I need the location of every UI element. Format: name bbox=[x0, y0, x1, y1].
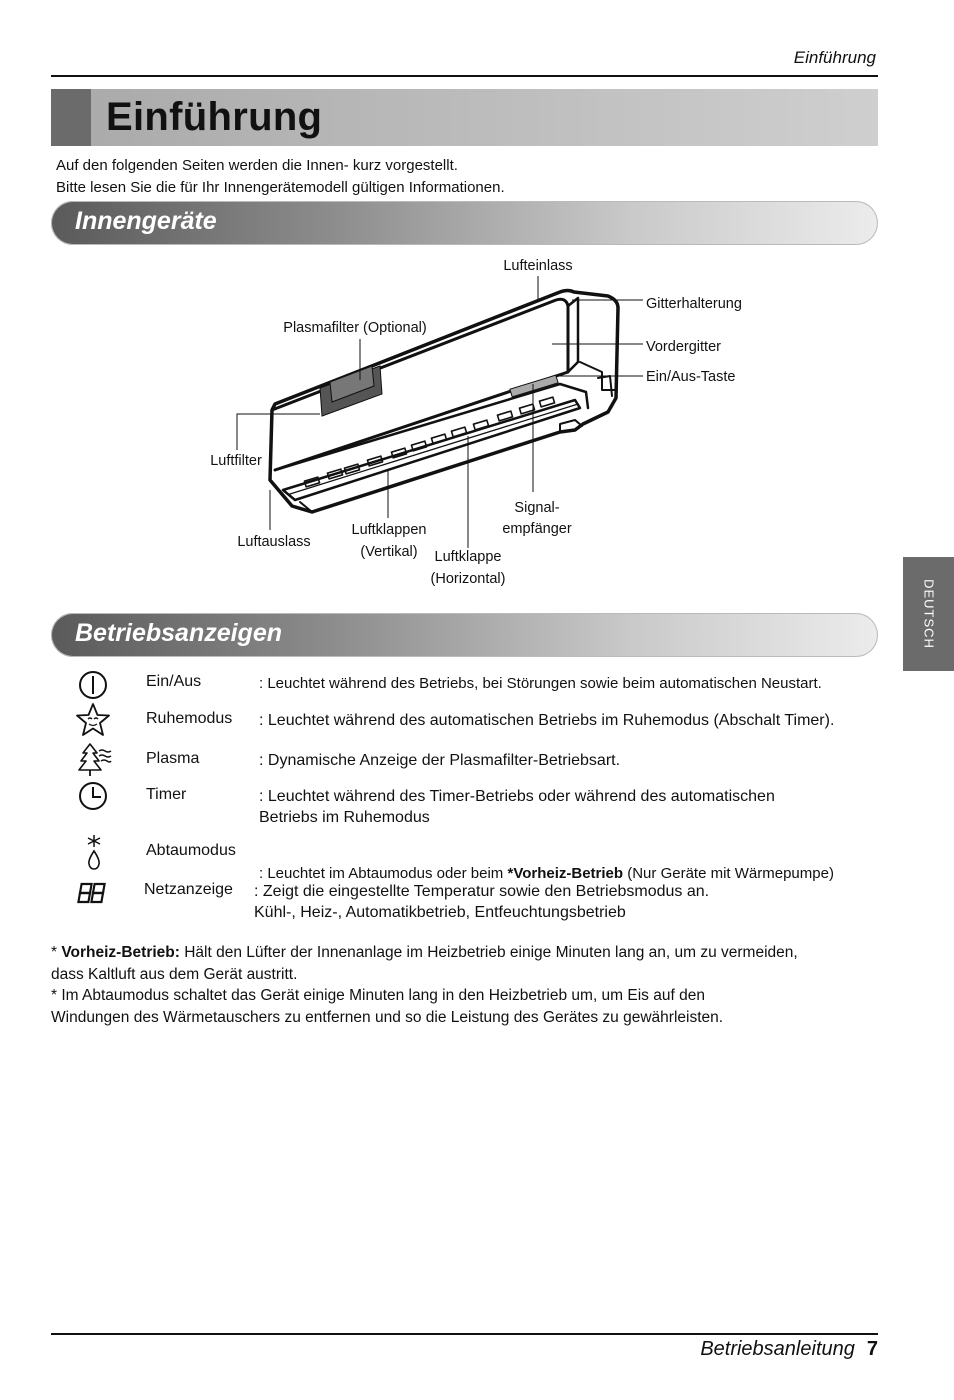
label-vertical-louvers-1: Luftklappen bbox=[351, 522, 427, 538]
indicator-desc: : Dynamische Anzeige der Plasmafilter-Betriebsart. bbox=[259, 752, 621, 769]
indicator-desc-bold: *Vorheiz-Betrieb bbox=[507, 865, 624, 882]
language-tab-label: DEUTSCH bbox=[921, 579, 936, 649]
label-air-outlet: Luftauslass bbox=[237, 534, 311, 550]
plasma-filter bbox=[320, 366, 382, 416]
label-vertical-louvers-2: (Vertikal) bbox=[360, 544, 418, 560]
label-front-grille: Vordergitter bbox=[646, 339, 721, 355]
page-footer bbox=[700, 1338, 878, 1361]
sleep-star-icon bbox=[73, 701, 113, 739]
label-air-filter: Luftfilter bbox=[210, 453, 262, 469]
indicator-label: Ein/Aus bbox=[146, 673, 202, 690]
footer-rule bbox=[51, 1333, 878, 1335]
indicator-label: Netzanzeige bbox=[144, 881, 233, 898]
label-air-inlet: Lufteinlass bbox=[503, 258, 573, 274]
plasma-tree-icon bbox=[73, 741, 113, 779]
page-title: Einführung bbox=[106, 95, 323, 139]
section-title-indicators: Betriebsanzeigen bbox=[75, 619, 283, 647]
language-tab bbox=[903, 557, 954, 671]
header-rule bbox=[51, 75, 878, 77]
indicator-desc bbox=[259, 842, 834, 884]
note-1-text: Hält den Lüfter der Innenanlage im Heizbetrieb einige Minuten lang an, um zu vermeiden, dass Kaltluft aus dem Gerät austritt. bbox=[51, 944, 798, 983]
digit-display-icon bbox=[73, 876, 113, 914]
defrost-icon bbox=[73, 833, 113, 871]
intro-line-1: Auf den folgenden Seiten werden die Innen- kurz vorgestellt. bbox=[56, 157, 458, 174]
power-icon bbox=[73, 666, 113, 704]
section-title-indoor: Innengeräte bbox=[75, 207, 217, 235]
label-horizontal-louver-1: Luftklappe bbox=[434, 549, 502, 565]
indicator-label: Timer bbox=[146, 786, 187, 803]
intro-text bbox=[56, 155, 505, 199]
footnotes bbox=[51, 942, 798, 1028]
footer-title: Betriebsanleitung bbox=[700, 1338, 855, 1360]
indicator-label: Ruhemodus bbox=[146, 710, 233, 727]
indicator-label: Plasma bbox=[146, 750, 200, 767]
indicator-desc: : Leuchtet während des Timer-Betriebs oder während des automatischen Betriebs im Ruhemodus bbox=[259, 788, 775, 826]
label-signal-receiver-2: empfänger bbox=[502, 521, 572, 537]
indicator-desc-pre: : Leuchtet im Abtaumodus oder beim bbox=[259, 865, 508, 882]
page-number: 7 bbox=[866, 1338, 878, 1360]
label-plasma-filter: Plasmafilter (Optional) bbox=[283, 320, 427, 336]
note-1-star: * bbox=[51, 944, 62, 961]
title-marker bbox=[51, 89, 91, 146]
label-signal-receiver-1: Signal- bbox=[514, 500, 560, 516]
indicator-desc: : Leuchtet während des automatischen Betriebs im Ruhemodus (Abschalt Timer). bbox=[259, 712, 835, 729]
note-1-term: Vorheiz-Betrieb: bbox=[61, 944, 180, 961]
running-header: Einführung bbox=[793, 48, 876, 67]
indoor-unit-diagram bbox=[200, 250, 800, 595]
indicator-desc-post: (Nur Geräte mit Wärmepumpe) bbox=[623, 865, 834, 882]
label-horizontal-louver-2: (Horizontal) bbox=[430, 571, 506, 587]
label-onoff-button: Ein/Aus-Taste bbox=[646, 369, 736, 385]
indicator-desc: : Zeigt die eingestellte Temperatur sowie den Betriebsmodus an. Kühl-, Heiz-, Automatikbetrieb, Entfeuchtungsbetrieb bbox=[254, 883, 710, 921]
note-2-text: * Im Abtaumodus schaltet das Gerät einige Minuten lang in den Heizbetrieb um, um Eis auf den Windungen des Wärmetauschers zu entfernen und so die Leistung des Gerätes zu gewährleisten. bbox=[51, 987, 724, 1026]
label-grille-holder: Gitterhalterung bbox=[646, 296, 742, 312]
intro-line-2: Bitte lesen Sie die für Ihr Innengerätemodell gültigen Informationen. bbox=[56, 179, 505, 196]
indicator-desc: : Leuchtet während des Betriebs, bei Störungen sowie beim automatischen Neustart. bbox=[259, 675, 822, 692]
indicator-label: Abtaumodus bbox=[146, 842, 236, 859]
clock-icon bbox=[73, 777, 113, 815]
